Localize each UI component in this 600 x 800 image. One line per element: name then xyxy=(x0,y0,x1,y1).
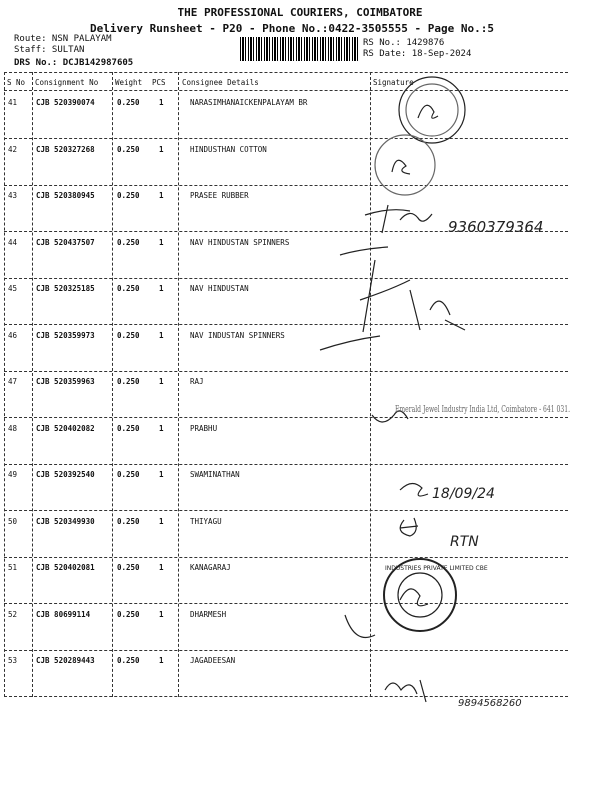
row-sno: 52 xyxy=(8,609,18,619)
route-label: Route: NSN PALAYAM xyxy=(14,34,112,44)
signature-44-46 xyxy=(340,247,465,332)
company-stamp-51: INDUSTRIES PRIVATE LIMITED CBE xyxy=(385,565,488,572)
row-pcs: 1 xyxy=(159,284,164,293)
row-sno: 47 xyxy=(8,377,18,386)
row-weight: 0.250 xyxy=(117,563,140,572)
row-consignee: DHARMESH xyxy=(190,609,227,619)
row-sno: 43 xyxy=(8,191,18,200)
document-title: THE PROFESSIONAL COURIERS, COIMBATORE xyxy=(177,6,423,19)
row-consignee: NAV INDUSTAN SPINNERS xyxy=(190,330,285,340)
row-pcs: 1 xyxy=(159,609,164,619)
row-weight: 0.250 xyxy=(117,516,140,526)
row-weight: 0.250 xyxy=(117,423,140,433)
row-consignment-no: CJB 520402082 xyxy=(36,423,95,433)
row-weight: 0.250 xyxy=(117,470,140,479)
row-consignee: PRASEE RUBBER xyxy=(190,191,249,200)
row-consignee: NARASIMHANAICKENPALAYAM BR xyxy=(190,98,308,107)
row-sno: 49 xyxy=(8,470,18,479)
signature-41 xyxy=(418,105,438,118)
col-header-details: Consignee Details xyxy=(182,78,259,87)
row-consignment-no: CJB 520437507 xyxy=(36,237,95,247)
signature-49 xyxy=(400,483,428,496)
signature-51 xyxy=(400,589,428,606)
signature-50 xyxy=(400,518,418,536)
row-pcs: 1 xyxy=(159,237,164,247)
row-pcs: 1 xyxy=(159,98,164,107)
row-consignment-no: CJB 520289443 xyxy=(36,656,95,665)
row-pcs: 1 xyxy=(159,191,164,200)
document-subtitle: Delivery Runsheet - P20 - Phone No.:0422-3505555 - Page No.:5 xyxy=(90,22,494,35)
row-pcs: 1 xyxy=(159,330,164,340)
row-weight: 0.250 xyxy=(117,330,140,340)
row-consignee: THIYAGU xyxy=(190,516,222,526)
rs-date: RS Date: 18-Sep-2024 xyxy=(363,49,472,59)
row-consignment-no: CJB 520325185 xyxy=(36,284,95,293)
signature-46 xyxy=(320,336,380,350)
row-pcs: 1 xyxy=(159,144,164,154)
drs-number: DRS No.: DCJB142987605 xyxy=(14,58,134,68)
row-consignment-no: CJB 520359973 xyxy=(36,330,95,340)
signature-52 xyxy=(345,615,375,638)
handwritten-note-50: RTN xyxy=(450,534,479,550)
row-sno: 48 xyxy=(8,423,18,433)
signature-42 xyxy=(392,160,410,174)
col-header-pcs: PCS xyxy=(152,78,166,87)
row-weight: 0.250 xyxy=(117,237,140,247)
rs-number: RS No.: 1429876 xyxy=(363,38,445,48)
signature-53 xyxy=(385,680,426,702)
row-weight: 0.250 xyxy=(117,98,140,107)
row-sno: 46 xyxy=(8,330,18,340)
row-sno: 53 xyxy=(8,656,18,665)
row-sno: 45 xyxy=(8,284,18,293)
row-pcs: 1 xyxy=(159,423,164,433)
company-stamp-48: Emerald Jewel Industry India Ltd, Coimbatore - 641 031. xyxy=(395,405,571,415)
row-consignee: RAJ xyxy=(190,377,204,386)
col-header-consignment: Consignment No xyxy=(35,78,99,87)
row-sno: 41 xyxy=(8,98,18,107)
row-sno: 50 xyxy=(8,516,18,526)
col-header-weight: Weight xyxy=(115,78,143,87)
col-header-signature: Signature xyxy=(373,78,414,87)
row-consignee: HINDUSTHAN COTTON xyxy=(190,144,267,154)
col-header-sno: S No xyxy=(7,78,26,87)
row-sno: 51 xyxy=(8,563,18,572)
row-weight: 0.250 xyxy=(117,656,140,665)
staff-label: Staff: SULTAN xyxy=(14,45,85,55)
row-weight: 0.250 xyxy=(117,191,140,200)
row-consignment-no: CJB 80699114 xyxy=(36,609,91,619)
stamp-circle-41 xyxy=(399,77,465,143)
row-consignment-no: CJB 520327268 xyxy=(36,144,95,154)
row-weight: 0.250 xyxy=(117,609,140,619)
row-pcs: 1 xyxy=(159,563,164,572)
row-weight: 0.250 xyxy=(117,284,140,293)
row-consignment-no: CJB 520359963 xyxy=(36,377,95,386)
handwritten-phone-53: 9894568260 xyxy=(458,698,522,709)
row-consignee: PRABHU xyxy=(190,423,218,433)
row-sno: 42 xyxy=(8,144,18,154)
row-pcs: 1 xyxy=(159,656,164,665)
row-pcs: 1 xyxy=(159,377,164,386)
row-consignment-no: CJB 520392540 xyxy=(36,470,95,479)
row-weight: 0.250 xyxy=(117,377,140,386)
row-consignee: SWAMINATHAN xyxy=(190,470,240,479)
row-weight: 0.250 xyxy=(117,144,140,154)
row-consignment-no: CJB 520380945 xyxy=(36,191,95,200)
row-consignee: NAV HINDUSTAN SPINNERS xyxy=(190,237,290,247)
row-consignment-no: CJB 520349930 xyxy=(36,516,95,526)
signature-43 xyxy=(365,205,432,233)
handwritten-phone-43: 9360379364 xyxy=(448,218,544,236)
row-sno: 44 xyxy=(8,237,18,247)
row-consignment-no: CJB 520390074 xyxy=(36,98,95,107)
row-consignee: KANAGARAJ xyxy=(190,563,231,572)
row-consignee: JAGADEESAN xyxy=(190,656,236,665)
row-consignment-no: CJB 520402081 xyxy=(36,563,95,572)
handwritten-date-49: 18/09/24 xyxy=(432,486,495,502)
row-pcs: 1 xyxy=(159,470,164,479)
row-pcs: 1 xyxy=(159,516,164,526)
stamp-inner-41 xyxy=(406,84,458,136)
row-consignee: NAV HINDUSTAN xyxy=(190,284,249,293)
